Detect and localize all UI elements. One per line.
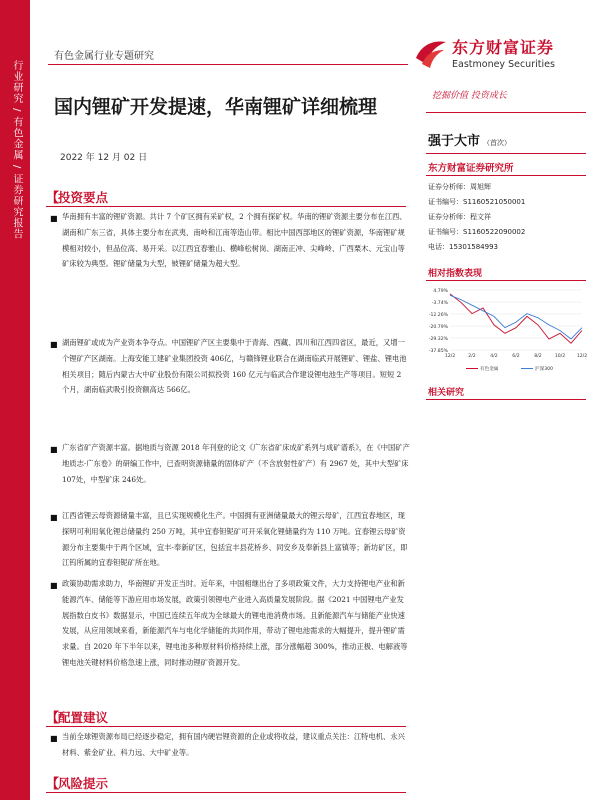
brand-name-cn: 东方财富证券: [452, 38, 555, 57]
suggestion-text: 当前全球锂资源布局已经逐步稳定，拥有国内硬岩锂资源的企业或将收益，建议重点关注：江特电机、永兴材料、紫金矿业、科力远、大中矿业等。: [62, 732, 405, 757]
related-research-title: 相关研究: [428, 388, 465, 398]
analyst-line: 证券分析师：周旭辉: [428, 183, 491, 191]
brand-slogan: 挖掘价值 投资成长: [432, 91, 507, 101]
analyst-line: 电话：15301584993: [428, 243, 498, 251]
analyst-line: 证书编号：S1160521050001: [428, 198, 526, 206]
section-allocation: [46, 707, 406, 725]
x-tick-label: 10/2: [554, 354, 566, 359]
relative-performance-chart: [426, 284, 586, 376]
section-title: 投资要点: [58, 190, 109, 205]
report-category: 有色金属行业专题研究: [54, 51, 154, 62]
y-tick-label: -3.74%: [431, 301, 448, 306]
section-risk: [46, 773, 406, 791]
rating-top-rule: [426, 112, 586, 113]
institute-name: 东方财富证券研究所: [428, 163, 514, 174]
bullet-icon: ■: [50, 445, 58, 454]
y-tick-label: -29.32%: [428, 337, 448, 342]
analyst-line: 证书编号：S1160522090002: [428, 228, 526, 236]
bullet-icon: ■: [50, 513, 58, 522]
institute-rule: [426, 175, 586, 176]
related-rule: [426, 399, 586, 400]
section-rule: [46, 726, 406, 727]
section-investment-points: [46, 187, 406, 205]
rating-label: 强于大市: [428, 134, 481, 149]
list-item: 湖南锂矿或成为产业资本争夺点。中国锂矿产区主要集中于青海、西藏、四川和江西四省区，最近，又增一个锂矿产区湖南。上海安能工建矿业集团投资 406亿，与赣锋锂业联合在湖南临武开展锂矿、锂盐、锂电池相关项目；随后内蒙古大中矿业股份有限公司拟投资 160 亿元与临武合作建设锂电池生产等项目。短短 2 个月，湖南临武吸引投资额高达 566亿。: [62, 338, 407, 395]
section-title: 配置建议: [58, 710, 109, 725]
x-tick-label: 12/2: [444, 354, 456, 359]
x-tick-label: 6/2: [512, 354, 520, 359]
report-date: 2022 年 12 月 02 日: [60, 153, 148, 163]
brand-name-en: Eastmoney Securities: [452, 59, 555, 70]
legend-label: 有色金属: [480, 367, 499, 372]
section-title: 风险提示: [58, 776, 109, 791]
page-title: 国内锂矿开发提速，华南锂矿详细梳理: [54, 96, 378, 118]
bullet-icon: ■: [50, 340, 58, 349]
series-line: [450, 294, 582, 343]
performance-title: 相对指数表现: [428, 269, 483, 279]
bullet-icon: ■: [50, 581, 58, 590]
x-tick-label: 8/2: [534, 354, 542, 359]
rating-note: （首次）: [483, 139, 512, 147]
header-divider: [48, 64, 408, 65]
performance-rule: [426, 280, 586, 281]
left-sidebar: [0, 0, 30, 800]
sidebar-label: 行业研究 / 有色金属 / 证券研究报告: [11, 60, 22, 240]
analyst-line: 证券分析师：程文祥: [428, 213, 491, 221]
rating: [428, 130, 511, 149]
legend-label: 沪深300: [535, 367, 553, 372]
y-tick-label: -20.79%: [428, 325, 448, 330]
brand-logo-icon: [412, 34, 448, 70]
bullet-icon: ■: [50, 214, 58, 223]
y-tick-label: -12.26%: [428, 313, 448, 318]
list-item: 华南拥有丰富的锂矿资源。共计 7 个矿区拥有采矿权，2 个拥有探矿权。华南的锂矿资源主要分布在江西、湖南和广东三省，具体主要分布在武夷、南岭和江南等造山带。相比中国西部地区的锂矿资源，华南锂矿规模相对较小，但品位高、易开采。以江西宜春雅山、横峰松树岗、湖南正冲、尖峰岭、广西栗木、元宝山等矿床较为典型。锂矿储量为大型，铍锂矿储量为超大型。: [62, 212, 407, 269]
section-bracket-icon: 【: [46, 711, 60, 726]
list-item: 江西省锂云母资源储量丰富，且已实现规模化生产。中国拥有亚洲储量最大的锂云母矿，江西宜春地区，现探明可利用氧化锂总储量约 250 万吨，其中宜春钽铌矿可开采氧化锂储量约为 110 万吨。宜春锂云母矿资源分布主要集中于两个区域，宜丰-奉新矿区，包括宜丰县花桥乡、同安乡及奉新县上富镇等；新坊矿区，即江钨所属的宜春钽铌矿所在地。: [62, 511, 408, 568]
section-bracket-icon: 【: [46, 191, 60, 206]
list-item: 广东省矿产资源丰富。据地质与资源 2018 年刊登的论文《广东省矿床成矿系列与成矿谱系》，在《中国矿产地质志·广东卷》的研编工作中，已查明资源储量的固体矿产（不含放射性矿产）有 2967 处，其中大型矿床 107处，中型矿床 246处。: [62, 443, 410, 484]
x-tick-label: 12/2: [576, 354, 588, 359]
brand-logo: [412, 32, 592, 82]
y-tick-label: -37.85%: [428, 349, 448, 354]
x-tick-label: 4/2: [490, 354, 498, 359]
y-tick-label: 4.79%: [433, 289, 448, 294]
rating-bottom-rule: [426, 153, 586, 154]
bullet-icon: ■: [50, 734, 58, 743]
x-tick-label: 2/2: [468, 354, 476, 359]
section-bracket-icon: 【: [46, 777, 60, 792]
section-rule: [46, 792, 406, 793]
list-item: 政策协助需求助力，华南锂矿开发正当时。近年来，中国相继出台了多项政策文件，大力支持锂电产业和新能源汽车、储能等下游应用市场发展，政策引领锂电产业进入高质量发展阶段。据《2021 中国锂电产业发展指数白皮书》数据显示，中国已连续五年成为全球最大的锂电池消费市场。且新能源汽车与储能产业快速发展，从应用领域来看，新能源汽车与电化学储能的共同作用，带动了锂电池需求的大幅提升，提升锂矿需求量。自 2020 年下半年以来，锂电池多种原材料价格持续上涨，部分涨幅超 300%，推动正极、电解液等锂电池关键材料价格急速上涨，同时推动锂矿资源开发。: [62, 579, 408, 667]
section-rule: [46, 206, 406, 207]
